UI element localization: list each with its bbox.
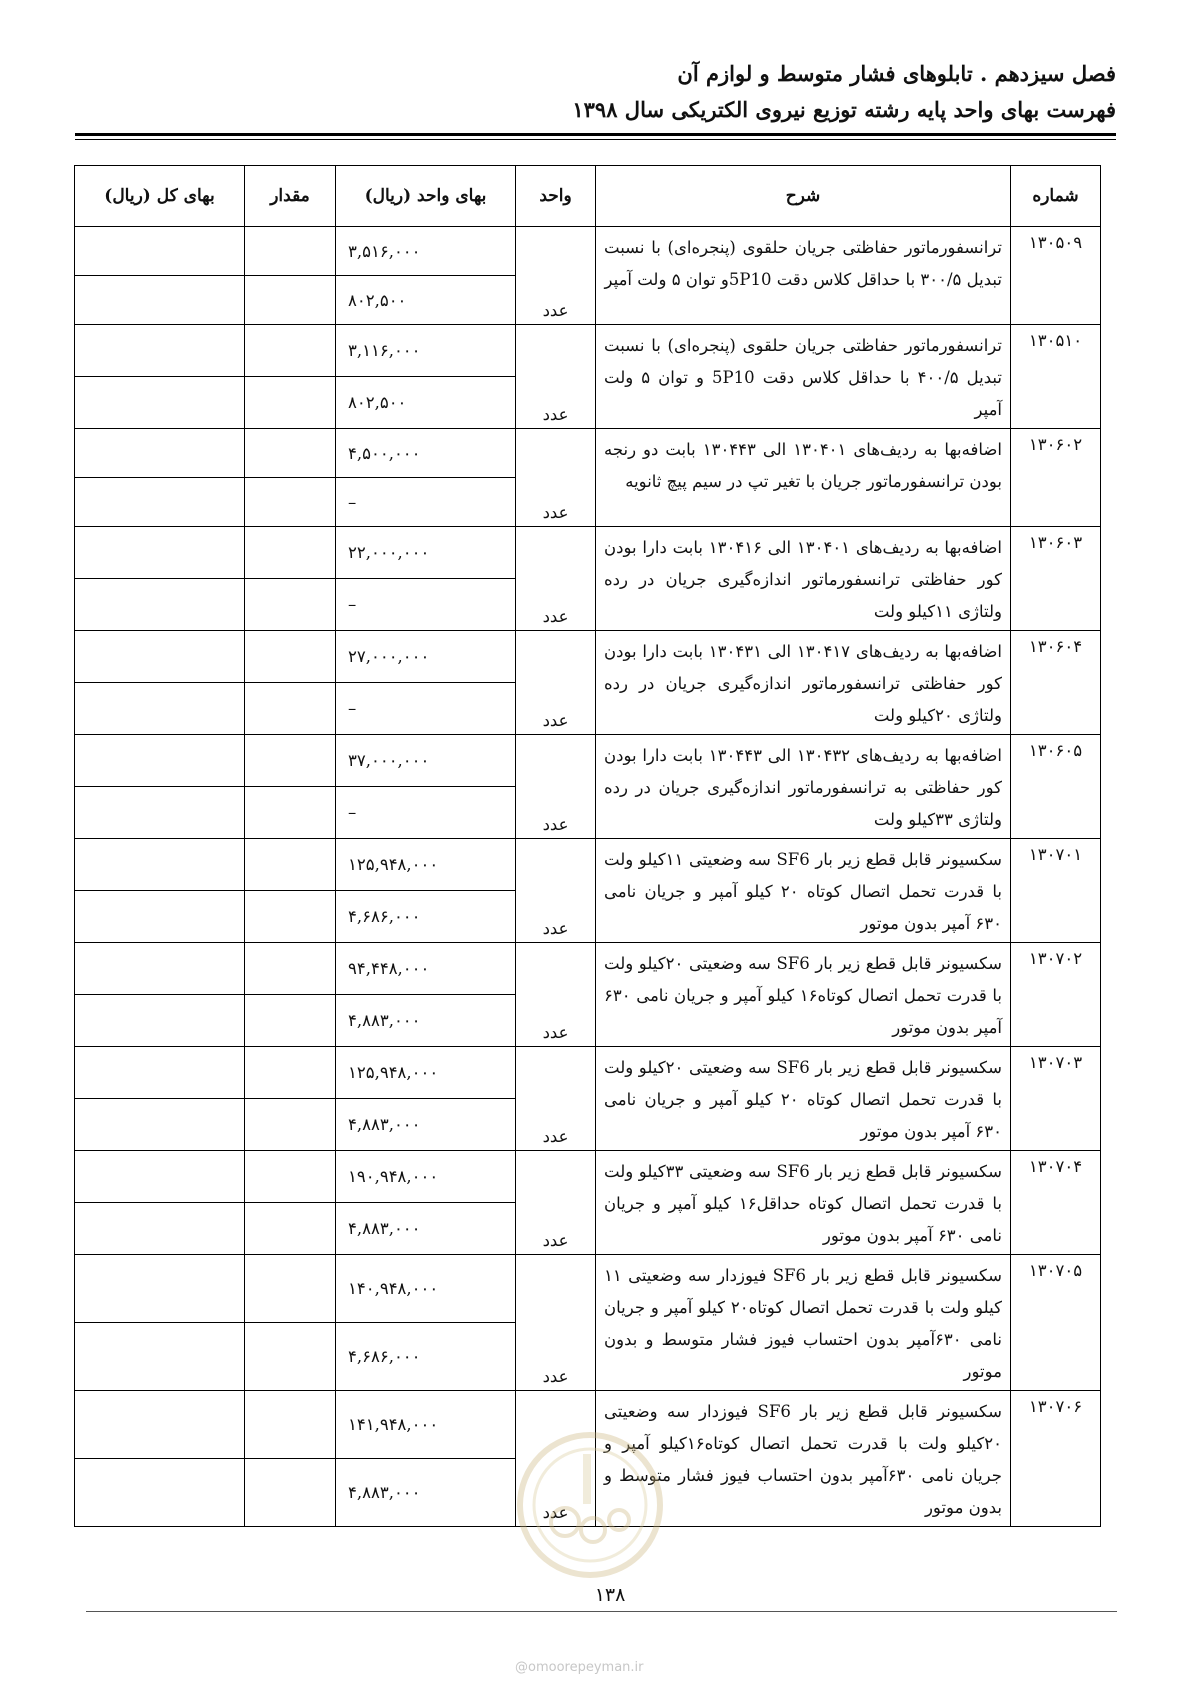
row-total-cell: [75, 276, 245, 325]
row-unit-price-secondary: ۸۰۲,۵۰۰: [336, 276, 516, 325]
row-unit: عدد: [516, 943, 596, 1047]
row-unit: عدد: [516, 1047, 596, 1151]
row-code: ۱۳۰۷۰۶: [1011, 1391, 1101, 1527]
watermark-site-text: @omoorepeyman.ir: [515, 1660, 644, 1675]
row-code: ۱۳۰۷۰۳: [1011, 1047, 1101, 1151]
row-total-cell: [75, 631, 245, 683]
page-number: ۱۳۸: [594, 1584, 626, 1606]
row-unit: عدد: [516, 631, 596, 735]
row-total-cell: [75, 429, 245, 478]
row-quantity-cell: [245, 478, 336, 527]
row-total-cell: [75, 1151, 245, 1203]
row-quantity-cell: [245, 377, 336, 429]
row-code: ۱۳۰۷۰۴: [1011, 1151, 1101, 1255]
row-code: ۱۳۰۷۰۱: [1011, 839, 1101, 943]
row-unit-price-secondary: ۴,۸۸۳,۰۰۰: [336, 1099, 516, 1151]
table-row: [75, 1151, 1101, 1203]
row-code: ۱۳۰۵۰۹: [1011, 227, 1101, 325]
table-row: [75, 839, 1101, 891]
row-total-cell: [75, 1099, 245, 1151]
row-total-cell: [75, 527, 245, 579]
row-quantity-cell: [245, 1099, 336, 1151]
row-code: ۱۳۰۷۰۲: [1011, 943, 1101, 1047]
row-total-cell: [75, 1203, 245, 1255]
row-total-cell: [75, 735, 245, 787]
row-quantity-cell: [245, 735, 336, 787]
row-description: سکسیونر قابل قطع زیر بار SF6 فیوزدار سه وضعیتی ۱۱ کیلو ولت با قدرت تحمل اتصال کوتاه۲۰ کیلو آمپر و جریان نامی ۶۳۰آمپر بدون احتساب فیوز فشار متوسط و بدون موتور: [596, 1255, 1011, 1391]
row-unit-price-secondary: ۴,۶۸۶,۰۰۰: [336, 1323, 516, 1391]
row-total-cell: [75, 325, 245, 377]
row-total-cell: [75, 1255, 245, 1323]
row-unit: عدد: [516, 839, 596, 943]
row-unit-price-primary: ۱۲۵,۹۴۸,۰۰۰: [336, 839, 516, 891]
row-description: اضافه‌بها به ردیف‌های ۱۳۰۴۰۱ الی ۱۳۰۴۴۳ بابت دو رنجه بودن ترانسفورماتور جریان با تغیر تپ در سیم پیچ ثانویه: [596, 429, 1011, 527]
row-unit: عدد: [516, 1391, 596, 1527]
row-description: اضافه‌بها به ردیف‌های ۱۳۰۴۰۱ الی ۱۳۰۴۱۶ بابت دارا بودن کور حفاظتی ترانسفورماتور اندازه‌گیری جریان در رده ولتاژی ۱۱کیلو ولت: [596, 527, 1011, 631]
page-header: [76, 56, 1116, 128]
row-unit: عدد: [516, 227, 596, 325]
row-total-cell: [75, 478, 245, 527]
row-quantity-cell: [245, 1047, 336, 1099]
row-total-cell: [75, 995, 245, 1047]
row-quantity-cell: [245, 527, 336, 579]
watermark-seal: [515, 1430, 665, 1580]
row-quantity-cell: [245, 1391, 336, 1459]
row-unit-price-primary: ۳۷,۰۰۰,۰۰۰: [336, 735, 516, 787]
row-unit-price-secondary: ۴,۸۸۳,۰۰۰: [336, 995, 516, 1047]
row-unit-price-secondary: –: [336, 478, 516, 527]
row-code: ۱۳۰۶۰۵: [1011, 735, 1101, 839]
row-total-cell: [75, 227, 245, 276]
column-header-description: شرح: [596, 166, 1011, 227]
row-total-cell: [75, 1323, 245, 1391]
price-list-table: [74, 165, 1101, 1527]
row-quantity-cell: [245, 891, 336, 943]
column-header-unit-price: بهای واحد (ریال): [336, 166, 516, 227]
row-description: ترانسفورماتور حفاظتی جریان حلقوی (پنجره‌ای) با نسبت تبدیل ۴۰۰/۵ با حداقل کلاس دقت 5P10 و توان ۵ ولت آمپر: [596, 325, 1011, 429]
row-quantity-cell: [245, 839, 336, 891]
row-quantity-cell: [245, 429, 336, 478]
header-divider-thin: [75, 139, 1116, 140]
table-row: [75, 325, 1101, 377]
row-code: ۱۳۰۶۰۲: [1011, 429, 1101, 527]
row-quantity-cell: [245, 1323, 336, 1391]
row-unit-price-primary: ۹۴,۴۴۸,۰۰۰: [336, 943, 516, 995]
row-unit-price-primary: ۱۴۱,۹۴۸,۰۰۰: [336, 1391, 516, 1459]
column-header-quantity: مقدار: [245, 166, 336, 227]
table-row: [75, 527, 1101, 579]
table-row: [75, 631, 1101, 683]
column-header-total-price: بهای کل (ریال): [75, 166, 245, 227]
row-quantity-cell: [245, 325, 336, 377]
row-total-cell: [75, 839, 245, 891]
table-header-row: [75, 166, 1101, 227]
row-code: ۱۳۰۵۱۰: [1011, 325, 1101, 429]
row-description: اضافه‌بها به ردیف‌های ۱۳۰۴۳۲ الی ۱۳۰۴۴۳ بابت دارا بودن کور حفاظتی به ترانسفورماتور اندازه‌گیری جریان در رده ولتاژی ۳۳کیلو ولت: [596, 735, 1011, 839]
row-unit: عدد: [516, 527, 596, 631]
row-description: اضافه‌بها به ردیف‌های ۱۳۰۴۱۷ الی ۱۳۰۴۳۱ بابت دارا بودن کور حفاظتی ترانسفورماتور اندازه‌گیری جریان در رده ولتاژی ۲۰کیلو ولت: [596, 631, 1011, 735]
row-code: ۱۳۰۶۰۴: [1011, 631, 1101, 735]
row-unit-price-primary: ۴,۵۰۰,۰۰۰: [336, 429, 516, 478]
table-row: [75, 429, 1101, 478]
table-row: [75, 1047, 1101, 1099]
chapter-title: فصل سیزدهم . تابلوهای فشار متوسط و لوازم آن: [677, 61, 1116, 86]
row-quantity-cell: [245, 227, 336, 276]
row-description: سکسیونر قابل قطع زیر بار SF6 سه وضعیتی ۲۰کیلو ولت با قدرت تحمل اتصال کوتاه ۲۰ کیلو آمپر و جریان نامی ۶۳۰ آمپر بدون موتور: [596, 1047, 1011, 1151]
row-total-cell: [75, 943, 245, 995]
row-quantity-cell: [245, 995, 336, 1047]
row-unit-price-primary: ۳,۱۱۶,۰۰۰: [336, 325, 516, 377]
row-unit-price-primary: ۱۴۰,۹۴۸,۰۰۰: [336, 1255, 516, 1323]
row-description: سکسیونر قابل قطع زیر بار SF6 سه وضعیتی ۲۰کیلو ولت با قدرت تحمل اتصال کوتاه۱۶ کیلو آمپر و جریان نامی ۶۳۰ آمپر بدون موتور: [596, 943, 1011, 1047]
table-row: [75, 1255, 1101, 1323]
row-unit-price-secondary: ۴,۸۸۳,۰۰۰: [336, 1203, 516, 1255]
row-total-cell: [75, 891, 245, 943]
row-unit-price-secondary: –: [336, 787, 516, 839]
column-header-unit: واحد: [516, 166, 596, 227]
row-unit-price-primary: ۲۲,۰۰۰,۰۰۰: [336, 527, 516, 579]
table-row: [75, 735, 1101, 787]
row-unit-price-secondary: ۴,۶۸۶,۰۰۰: [336, 891, 516, 943]
row-quantity-cell: [245, 631, 336, 683]
row-unit: عدد: [516, 1255, 596, 1391]
document-title: فهرست بهای واحد پایه رشته توزیع نیروی الکتریکی سال ۱۳۹۸: [572, 97, 1116, 122]
row-total-cell: [75, 787, 245, 839]
row-code: ۱۳۰۷۰۵: [1011, 1255, 1101, 1391]
row-quantity-cell: [245, 1255, 336, 1323]
row-quantity-cell: [245, 683, 336, 735]
column-header-code: شماره: [1011, 166, 1101, 227]
row-total-cell: [75, 1047, 245, 1099]
row-total-cell: [75, 377, 245, 429]
table-body: [75, 227, 1101, 1527]
row-total-cell: [75, 1459, 245, 1527]
row-description: ترانسفورماتور حفاظتی جریان حلقوی (پنجره‌ای) با نسبت تبدیل ۳۰۰/۵ با حداقل کلاس دقت 5P10و توان ۵ ولت آمپر: [596, 227, 1011, 325]
row-total-cell: [75, 683, 245, 735]
row-quantity-cell: [245, 1203, 336, 1255]
header-divider-thick: [75, 133, 1116, 136]
row-unit-price-secondary: –: [336, 579, 516, 631]
row-description: سکسیونر قابل قطع زیر بار SF6 سه وضعیتی ۱۱کیلو ولت با قدرت تحمل اتصال کوتاه ۲۰ کیلو آمپر و جریان نامی ۶۳۰ آمپر بدون موتور: [596, 839, 1011, 943]
row-unit-price-secondary: ۴,۸۸۳,۰۰۰: [336, 1459, 516, 1527]
row-unit-price-primary: ۲۷,۰۰۰,۰۰۰: [336, 631, 516, 683]
footer-divider: [86, 1611, 1117, 1612]
table-row: [75, 943, 1101, 995]
table-row: [75, 227, 1101, 276]
row-quantity-cell: [245, 1151, 336, 1203]
row-quantity-cell: [245, 276, 336, 325]
row-code: ۱۳۰۶۰۳: [1011, 527, 1101, 631]
row-unit-price-secondary: –: [336, 683, 516, 735]
row-unit: عدد: [516, 735, 596, 839]
row-description: سکسیونر قابل قطع زیر بار SF6 فیوزدار سه وضعیتی ۲۰کیلو ولت با قدرت تحمل اتصال کوتاه۱۶کیلو آمپر و جریان نامی ۶۳۰آمپر بدون احتساب فیوز فشار متوسط و بدون موتور: [596, 1391, 1011, 1527]
row-quantity-cell: [245, 579, 336, 631]
row-unit: عدد: [516, 325, 596, 429]
row-total-cell: [75, 579, 245, 631]
row-unit-price-secondary: ۸۰۲,۵۰۰: [336, 377, 516, 429]
row-unit-price-primary: ۱۹۰,۹۴۸,۰۰۰: [336, 1151, 516, 1203]
row-unit-price-primary: ۱۲۵,۹۴۸,۰۰۰: [336, 1047, 516, 1099]
row-quantity-cell: [245, 1459, 336, 1527]
row-unit-price-primary: ۳,۵۱۶,۰۰۰: [336, 227, 516, 276]
row-quantity-cell: [245, 943, 336, 995]
row-total-cell: [75, 1391, 245, 1459]
row-description: سکسیونر قابل قطع زیر بار SF6 سه وضعیتی ۳۳کیلو ولت با قدرت تحمل اتصال کوتاه حداقل۱۶ کیلو آمپر و جریان نامی ۶۳۰ آمپر بدون موتور: [596, 1151, 1011, 1255]
row-unit: عدد: [516, 1151, 596, 1255]
row-unit: عدد: [516, 429, 596, 527]
row-quantity-cell: [245, 787, 336, 839]
